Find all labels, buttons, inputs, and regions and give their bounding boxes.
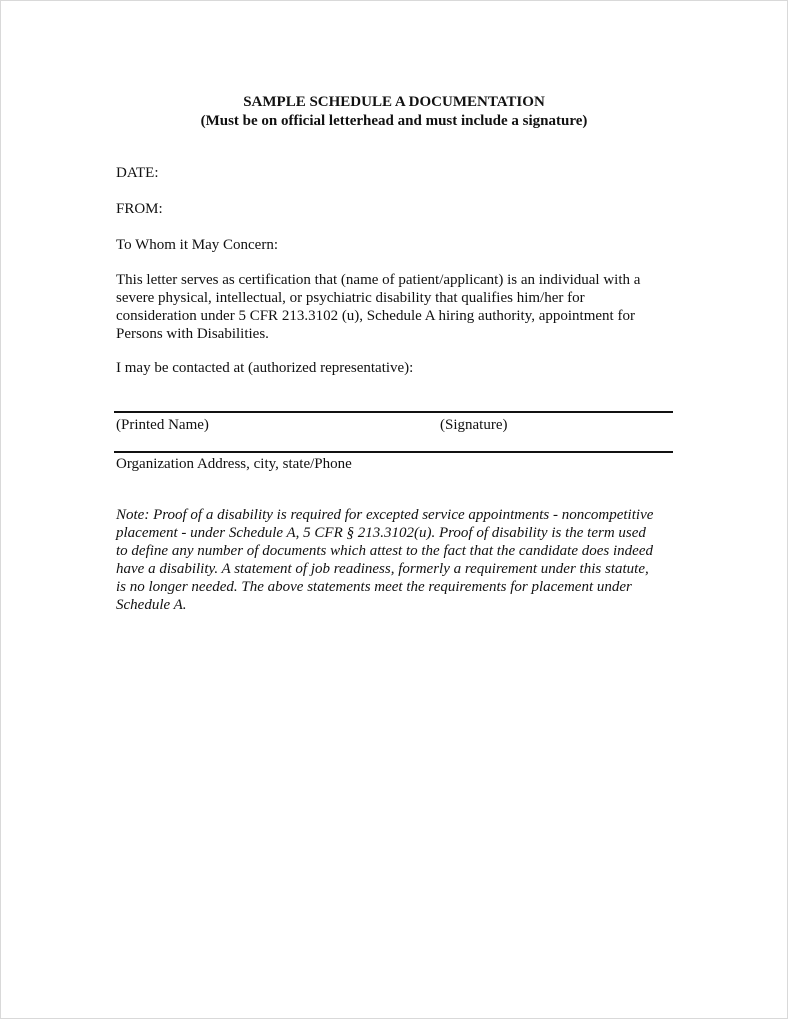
note-line: Schedule A. xyxy=(116,597,187,613)
printed-name-label: (Printed Name) xyxy=(116,417,209,433)
document-subtitle: (Must be on official letterhead and must include a signature) xyxy=(200,113,588,129)
address-rule xyxy=(114,451,673,453)
from-label: FROM: xyxy=(116,201,163,217)
disability-note xyxy=(116,506,681,614)
body-line: This letter serves as certification that (name of patient/applicant) is an individual with a xyxy=(116,272,641,288)
note-line: Note: Proof of a disability is required for excepted service appointments - noncompetitive xyxy=(116,507,654,523)
note-line: is no longer needed. The above statements meet the requirements for placement under xyxy=(116,579,632,595)
note-line: have a disability. A statement of job readiness, formerly a requirement under this statute, xyxy=(116,561,649,577)
address-label: Organization Address, city, state/Phone xyxy=(116,456,352,472)
body-line: consideration under 5 CFR 213.3102 (u), Schedule A hiring authority, appointment for xyxy=(116,308,635,324)
body-line: Persons with Disabilities. xyxy=(116,326,269,342)
salutation: To Whom it May Concern: xyxy=(116,237,278,253)
note-line: placement - under Schedule A, 5 CFR § 213.3102(u). Proof of disability is the term used xyxy=(116,525,646,541)
signature-label: (Signature) xyxy=(440,417,508,433)
certification-paragraph xyxy=(116,271,676,343)
body-line: severe physical, intellectual, or psychiatric disability that qualifies him/her for xyxy=(116,290,585,306)
contact-line: I may be contacted at (authorized representative): xyxy=(116,360,414,376)
date-label: DATE: xyxy=(116,165,159,181)
note-line: to define any number of documents which attest to the fact that the candidate does indeed xyxy=(116,543,653,559)
signature-rule xyxy=(114,411,673,413)
document-title: SAMPLE SCHEDULE A DOCUMENTATION xyxy=(243,94,545,110)
